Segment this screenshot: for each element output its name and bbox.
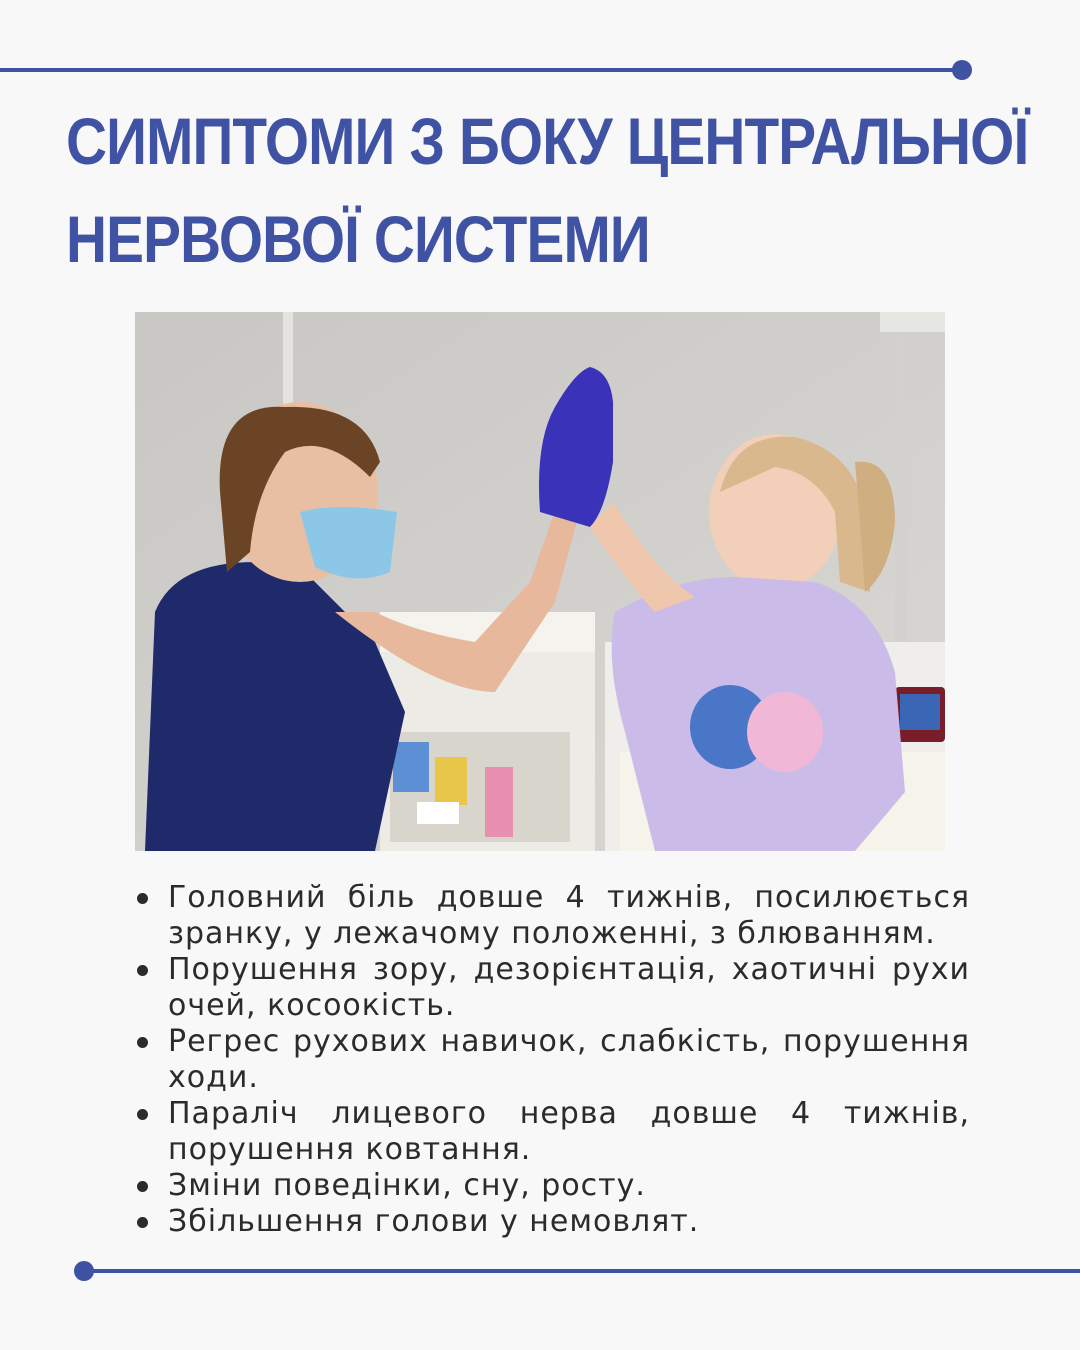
bullet-icon [137, 965, 148, 976]
list-item [135, 1024, 970, 1096]
list-item [135, 1168, 970, 1204]
title-line-1: СИМПТОМИ З БОКУ ЦЕНТРАЛЬНОЇ [66, 104, 1029, 178]
top-divider-dot [952, 60, 972, 80]
page-title [66, 92, 1029, 288]
list-item-text: Зміни поведінки, сну, росту. [168, 1168, 646, 1203]
list-item [135, 952, 970, 1024]
list-item [135, 1096, 970, 1168]
bullet-icon [137, 1181, 148, 1192]
bullet-icon [137, 1037, 148, 1048]
title-line-2: НЕРВОВОЇ СИСТЕМИ [66, 202, 650, 276]
bullet-icon [137, 1109, 148, 1120]
list-item-text: Збільшення голови у немовлят. [168, 1204, 700, 1239]
top-divider-line [0, 68, 962, 72]
bullet-icon [137, 1217, 148, 1228]
list-item [135, 880, 970, 952]
bottom-divider-dot [74, 1261, 94, 1281]
symptom-list [135, 880, 970, 1240]
list-item-text: Параліч лицевого нерва довше 4 тижнів, порушення ковтання. [168, 1096, 970, 1167]
list-item-text: Головний біль довше 4 тижнів, посилюється зранку, у лежачому положенні, з блюванням. [168, 880, 970, 951]
bullet-icon [137, 893, 148, 904]
bottom-divider-line [84, 1269, 1080, 1273]
list-item [135, 1204, 970, 1240]
list-item-text: Регрес рухових навичок, слабкість, порушення ходи. [168, 1024, 970, 1095]
list-item-text: Порушення зору, дезорієнтація, хаотичні рухи очей, косоокість. [168, 952, 970, 1023]
doctor-high-five-photo [135, 312, 945, 851]
